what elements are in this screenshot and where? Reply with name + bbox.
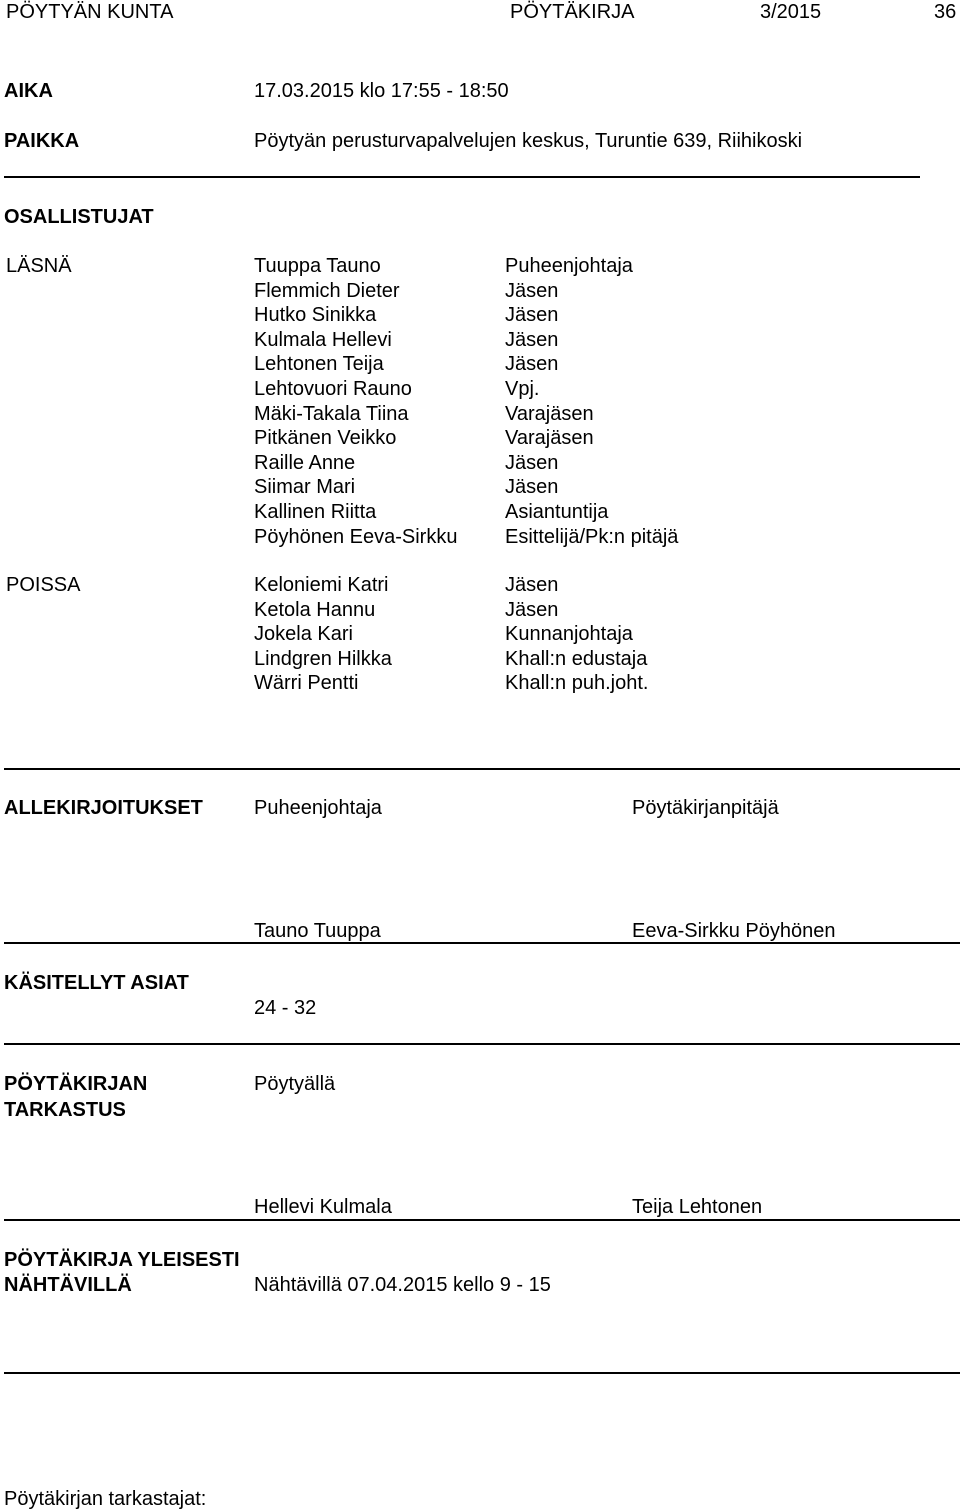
participant-name: Flemmich Dieter [254, 279, 400, 302]
participant-role: Puheenjohtaja [505, 255, 633, 277]
checker-2-name: Teija Lehtonen [632, 1196, 763, 1218]
participant-role: Jäsen [505, 451, 559, 474]
signatures-label: ALLEKIRJOITUKSET [4, 797, 203, 819]
participant-name: Lindgren Hilkka [254, 647, 392, 670]
participant-name: Lehtonen Teija [254, 353, 384, 376]
place-label: PAIKKA [4, 130, 80, 152]
participant-name: Siimar Mari [254, 476, 356, 499]
public-label-line1: PÖYTÄKIRJA YLEISESTI [4, 1249, 240, 1271]
participant-role: Jäsen [505, 476, 559, 499]
participant-name: Mäki-Takala Tiina [254, 402, 409, 425]
participant-role: Khall:n puh.joht. [505, 672, 649, 695]
items-label: KÄSITELLYT ASIAT [4, 972, 189, 994]
review-value: Pöytyällä [254, 1073, 336, 1095]
secretary-title: Pöytäkirjanpitäjä [632, 797, 779, 819]
items-value: 24 - 32 [254, 997, 317, 1019]
divider-participants [4, 768, 960, 770]
participant-name: Ketola Hannu [254, 598, 376, 621]
participant-role: Vpj. [505, 378, 540, 400]
participants-heading: OSALLISTUJAT [4, 206, 154, 228]
participant-name: Kulmala Hellevi [254, 328, 392, 351]
participant-name: Pöyhönen Eeva-Sirkku [254, 525, 458, 548]
page-number: 36 [934, 1, 957, 23]
participant-role: Asiantuntija [505, 501, 609, 523]
participant-name: Jokela Kari [254, 623, 353, 646]
participant-name: Keloniemi Katri [254, 574, 389, 596]
divider-items [4, 1043, 960, 1045]
participant-role: Jäsen [505, 279, 559, 302]
participant-role: Jäsen [505, 598, 559, 621]
participant-name: Hutko Sinikka [254, 304, 377, 327]
public-value: Nähtävillä 07.04.2015 kello 9 - 15 [254, 1274, 551, 1296]
public-label-line2: NÄHTÄVILLÄ [4, 1274, 132, 1296]
participant-name: Raille Anne [254, 451, 356, 474]
participant-name: Wärri Pentti [254, 672, 359, 695]
participant-role: Varajäsen [505, 402, 594, 425]
participant-role: Jäsen [505, 328, 559, 351]
participant-role: Jäsen [505, 304, 559, 327]
secretary-name: Eeva-Sirkku Pöyhönen [632, 920, 836, 942]
participant-name: Kallinen Riitta [254, 501, 377, 523]
divider-signatures [4, 942, 960, 944]
document-number: 3/2015 [760, 1, 822, 23]
participant-name: Tuuppa Tauno [254, 255, 381, 277]
review-label-line1: PÖYTÄKIRJAN [4, 1073, 148, 1095]
participant-name: Lehtovuori Rauno [254, 378, 412, 400]
participant-role: Varajäsen [505, 427, 594, 450]
participant-name: Pitkänen Veikko [254, 427, 397, 450]
chair-title: Puheenjohtaja [254, 797, 382, 819]
present-label: LÄSNÄ [6, 255, 72, 277]
participant-role: Khall:n edustaja [505, 647, 648, 670]
participant-role: Jäsen [505, 574, 559, 596]
divider-review [4, 1219, 960, 1221]
participant-role: Esittelijä/Pk:n pitäjä [505, 525, 679, 548]
absent-label: POISSA [6, 574, 81, 596]
place-value: Pöytyän perusturvapalvelujen keskus, Turuntie 639, Riihikoski [254, 130, 803, 152]
participant-role: Kunnanjohtaja [505, 623, 633, 646]
review-label-line2: TARKASTUS [4, 1099, 126, 1121]
chair-name: Tauno Tuuppa [254, 920, 381, 942]
time-label: AIKA [4, 80, 53, 102]
checker-1-name: Hellevi Kulmala [254, 1196, 392, 1218]
participant-role: Jäsen [505, 353, 559, 376]
divider-place [4, 176, 920, 178]
document-type: PÖYTÄKIRJA [510, 1, 635, 23]
municipality-name: PÖYTYÄN KUNTA [6, 1, 174, 23]
checkers-label: Pöytäkirjan tarkastajat: [4, 1488, 207, 1510]
time-value: 17.03.2015 klo 17:55 - 18:50 [254, 80, 509, 102]
divider-public [4, 1372, 960, 1374]
